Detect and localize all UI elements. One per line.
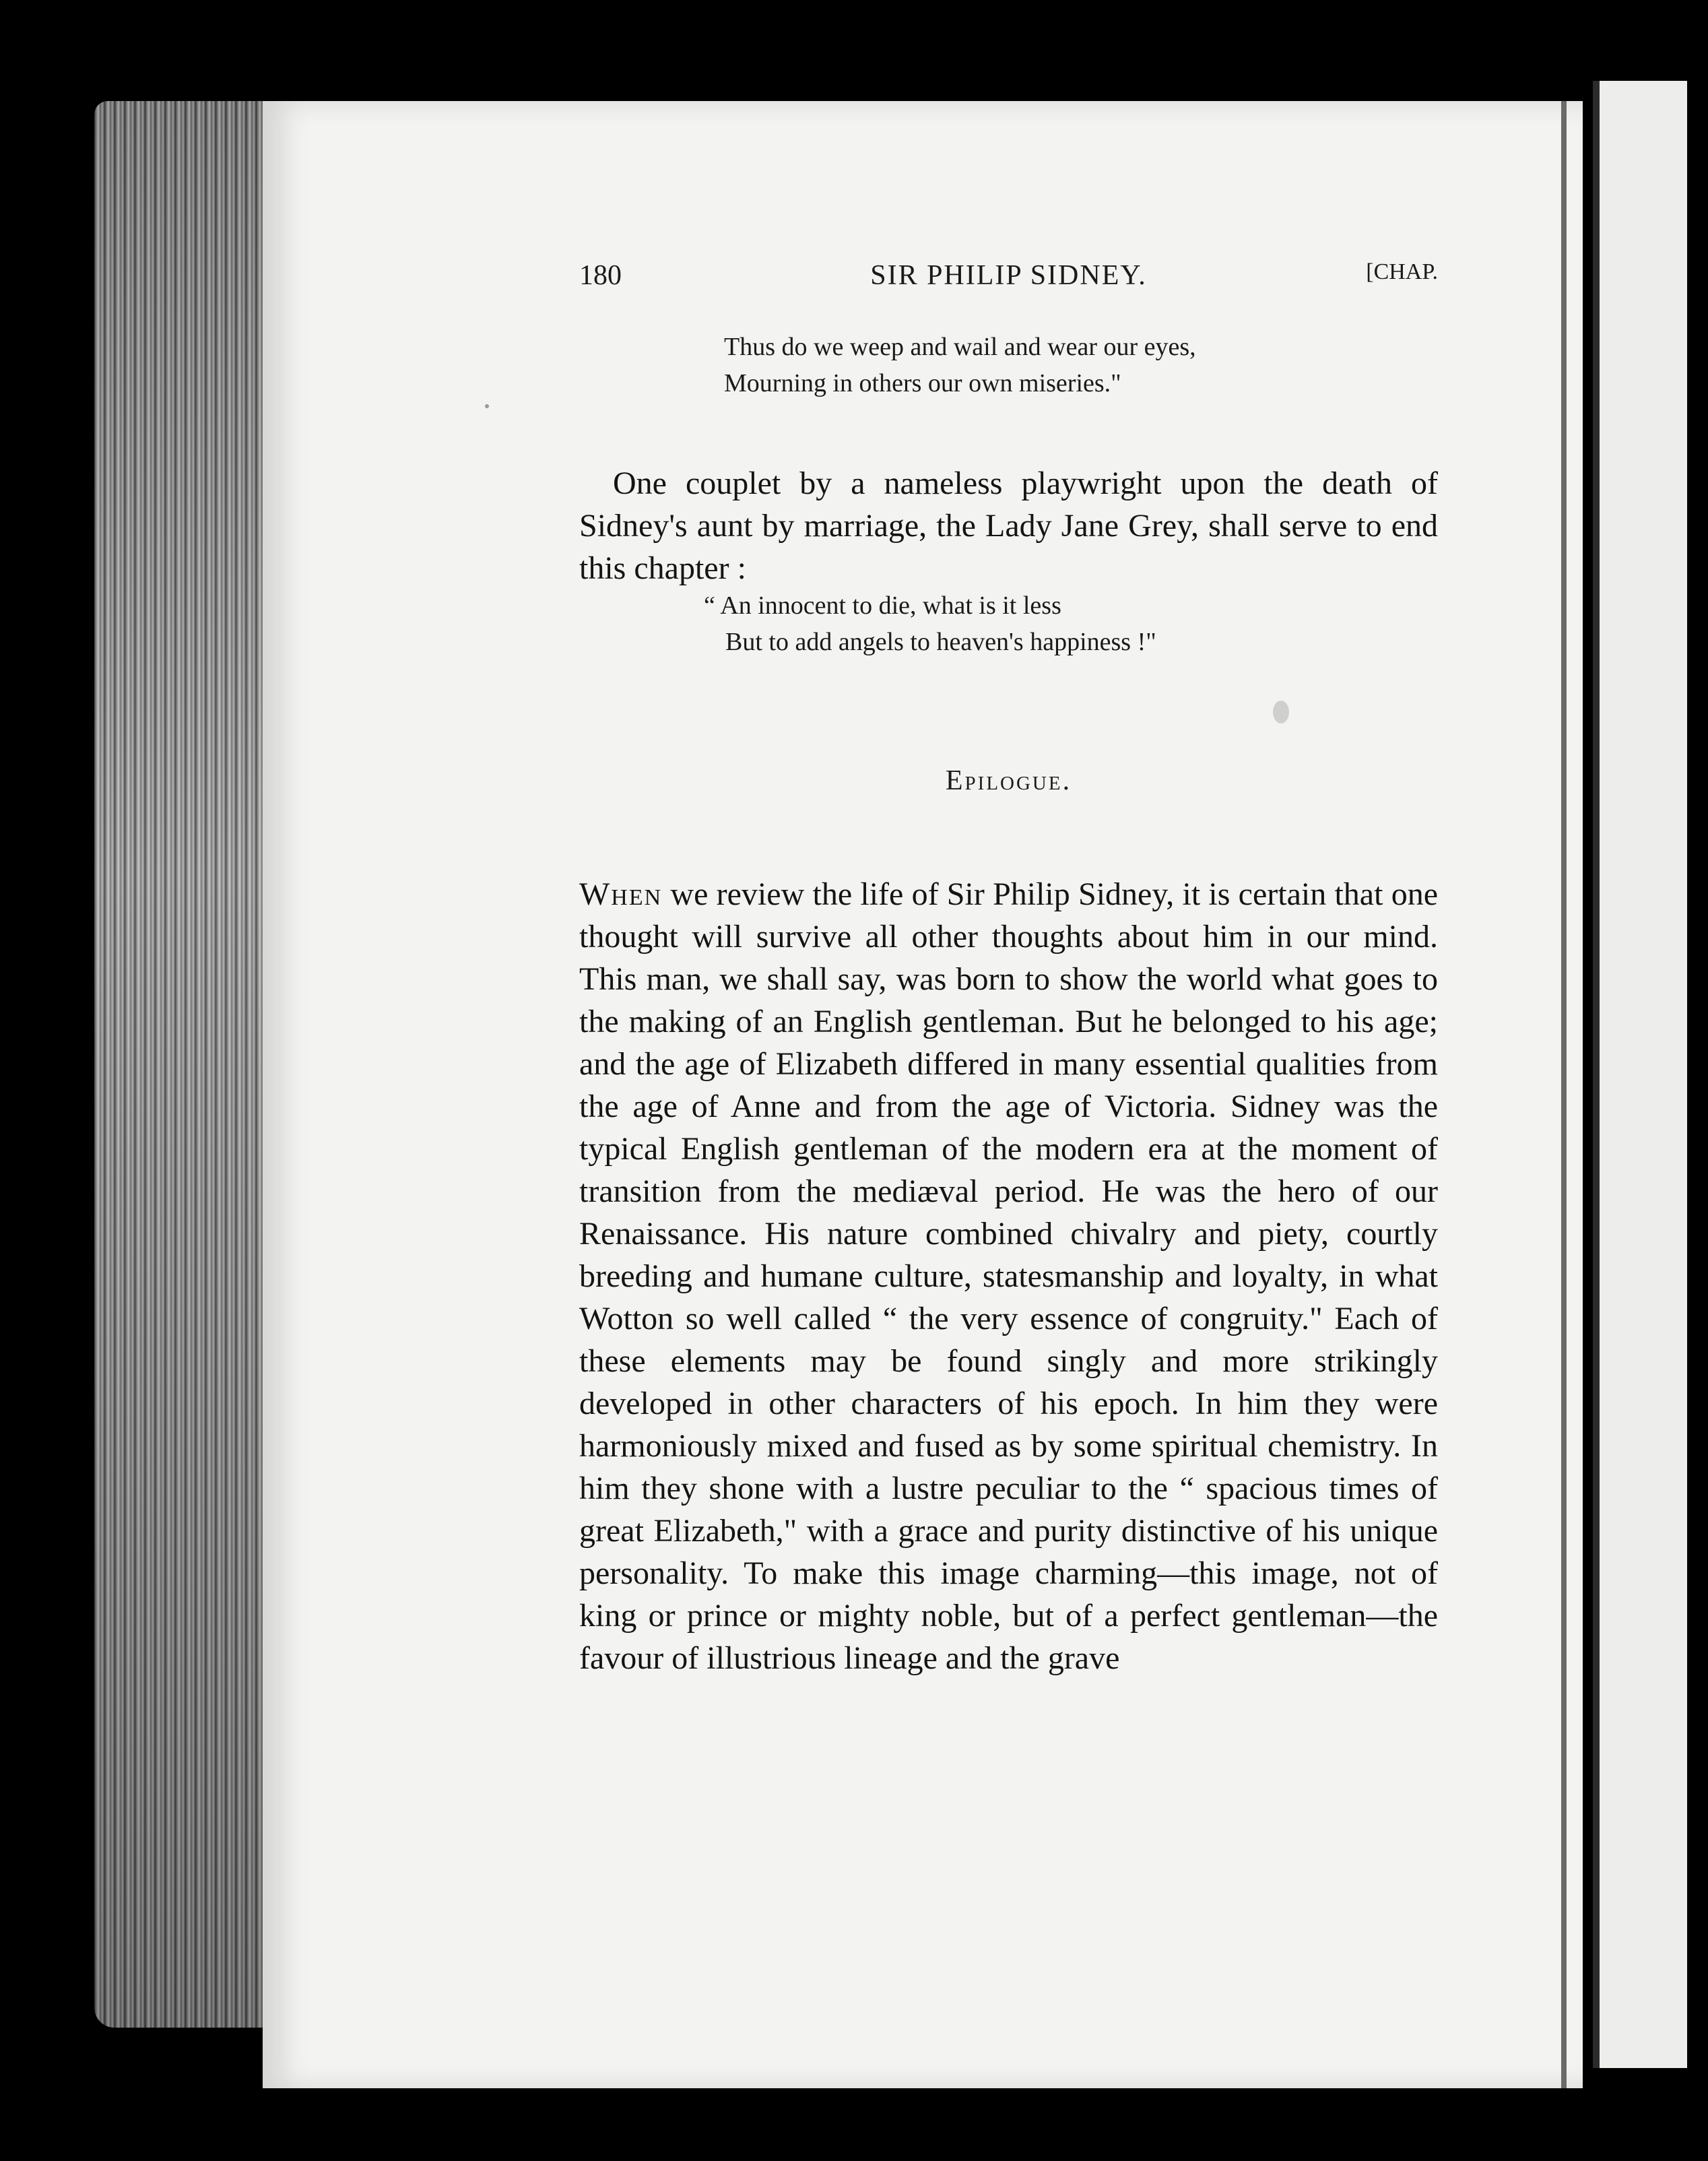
verse-quote-two: [704, 587, 1156, 660]
verse-line: But to add angels to heaven's happiness !": [725, 628, 1156, 656]
paper-speck: [485, 404, 489, 408]
verse-line: Mourning in others our own miseries.": [724, 369, 1121, 397]
paragraph: One couplet by a nameless playwright upon the death of Sidney's aunt by marriage, the Lady Jane Grey, shall serve to end this chapter :: [579, 465, 1438, 586]
page-number: 180: [579, 260, 622, 291]
chapter-mark: [CHAP.: [1366, 259, 1438, 284]
facing-page: [1593, 81, 1687, 2068]
running-title: SIR PHILIP SIDNEY.: [870, 260, 1147, 291]
running-head: [579, 259, 1438, 300]
lead-word: When: [579, 876, 663, 912]
verse-line: Thus do we weep and wail and wear our eyes,: [724, 333, 1196, 361]
section-heading: Epilogue.: [945, 765, 1072, 796]
verse-line: “ An innocent to die, what is it less: [704, 591, 1061, 620]
verse-quote-one: [724, 329, 1196, 401]
epilogue-body: we review the life of Sir Philip Sidney, it is certain that one thought will survive all other thoughts about him in our mind. This man, we shall say, was born to show the world what goes to the making of an English gentleman. But he belonged to his age; and the age of Elizabeth differed in many essential qualities from the age of Anne and from the age of Victoria. Sidney was the typical English gentleman of the modern era at the moment of transition from the mediæval period. He was the hero of our Renaissance. His nature combined chivalry and piety, courtly breeding and humane culture, statesmanship and loyalty, in what Wotton so well called “ the very essence of congruity." Each of these elements may be found singly and more strikingly developed in other characters of his epoch. In him they were harmoniously mixed and fused as by some spiritual chemistry. In him they shone with a lustre peculiar to the “ spacious times of great Elizabeth," with a grace and purity distinctive of his unique personality. To make this image charming—this image, not of king or prince or mighty noble, but of a perfect gentleman—the favour of illustrious lineage and the grave: [579, 876, 1438, 1676]
epilogue-paragraph: [579, 873, 1438, 1679]
paper-speck: [1273, 701, 1289, 723]
book-gutter: [1561, 101, 1567, 2088]
